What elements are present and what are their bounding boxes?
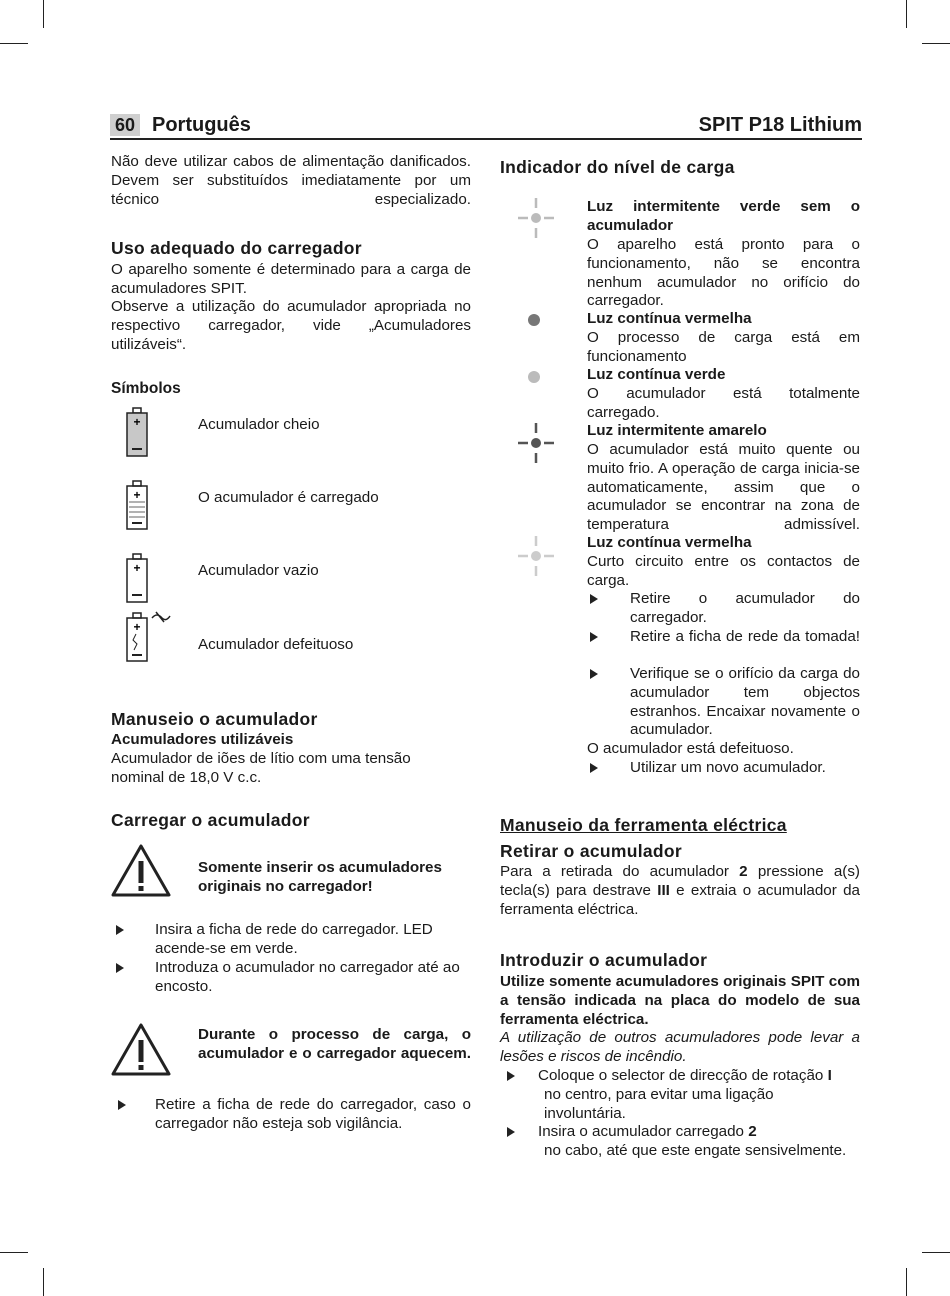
retirar-text: Para a retirada do acumulador 2 pressione a(s) tecla(s) para destrave III e extraia o acumulador da ferramenta eléctrica. xyxy=(500,863,860,918)
introduzir-bold-text: Utilize somente acumuladores originais SPIT com a tensão indicada na placa do modelo de sua ferramenta eléctrica. xyxy=(500,973,860,1028)
intro-paragraph: Não deve utilizar cabos de alimentação danificados. Devem ser substituídos imediatamente por um técnico especializado. xyxy=(111,153,471,208)
led-blinking-icon xyxy=(516,534,556,578)
crop-mark xyxy=(922,43,950,44)
bullet-arrow-icon xyxy=(118,1100,126,1110)
crop-mark xyxy=(922,1252,950,1253)
battery-full-icon xyxy=(124,407,152,459)
led-text: O acumulador está totalmente carregado. xyxy=(587,385,860,421)
symbol-label: Acumulador defeituoso xyxy=(198,636,354,653)
step-item: Retire a ficha de rede da tomada! xyxy=(630,628,860,645)
step-item: Coloque o selector de direcção de rotação I no centro, para evitar uma ligação involuntária. xyxy=(538,1067,832,1122)
crop-mark xyxy=(0,1252,28,1253)
led-solid-icon xyxy=(526,312,542,328)
step-item: Utilizar um novo acumulador. xyxy=(630,759,826,776)
step-item: Retire o acumulador do carregador. xyxy=(630,590,860,626)
symbol-label: Acumulador cheio xyxy=(198,416,320,433)
defeituoso-text: O acumulador está defeituoso. xyxy=(587,740,794,757)
svg-text:+: + xyxy=(133,488,141,502)
page-number: 60 xyxy=(110,114,140,136)
model-name: SPIT P18 Lithium xyxy=(698,114,862,136)
crop-mark xyxy=(0,43,28,44)
introduzir-heading: Introduzir o acumulador xyxy=(500,950,708,970)
led-title: Luz intermitente verde sem o acumulador xyxy=(587,198,860,234)
indicador-heading: Indicador do nível de carga xyxy=(500,157,735,177)
crop-mark xyxy=(43,0,44,28)
page-header xyxy=(110,112,862,140)
warning-text: Somente inserir os acumuladores originais no carregador! xyxy=(198,859,442,895)
svg-text:+: + xyxy=(133,415,141,429)
led-solid-icon xyxy=(526,369,542,385)
utilizaveis-subheading: Acumuladores utilizáveis xyxy=(111,731,294,748)
bullet-arrow-icon xyxy=(590,763,598,773)
retirar-heading: Retirar o acumulador xyxy=(500,841,683,861)
uso-paragraph-1: O aparelho somente é determinado para a carga de acumuladores SPIT. xyxy=(111,261,471,297)
led-blinking-icon xyxy=(516,421,556,465)
warning-icon xyxy=(110,843,172,899)
led-text: Curto circuito entre os contactos de carga. xyxy=(587,553,860,589)
step-item: Verifique se o orifício da carga do acumulador tem objectos estranhos. Encaixar novamente o acumulador. xyxy=(630,665,860,739)
crop-mark xyxy=(43,1268,44,1296)
battery-defective-icon xyxy=(124,610,174,664)
battery-empty-icon xyxy=(124,553,152,605)
step-item: Insira o acumulador carregado 2 no cabo, até que este engate sensivelmente. xyxy=(538,1123,847,1159)
bullet-arrow-icon xyxy=(116,925,124,935)
led-title: Luz contínua verde xyxy=(587,366,726,383)
crop-mark xyxy=(906,0,907,28)
symbol-label: O acumulador é carregado xyxy=(198,489,379,506)
battery-charging-icon xyxy=(124,480,152,532)
bullet-arrow-icon xyxy=(590,669,598,679)
manuseio-heading: Manuseio o acumulador xyxy=(111,709,318,729)
bullet-arrow-icon xyxy=(116,963,124,973)
warning-text: Durante o processo de carga, o acumulador e o carregador aquecem. xyxy=(198,1026,471,1062)
bullet-arrow-icon xyxy=(590,594,598,604)
ferramenta-heading: Manuseio da ferramenta eléctrica xyxy=(500,815,787,835)
introduzir-italic-text: A utilização de outros acumuladores pode levar a lesões e riscos de incêndio. xyxy=(500,1029,860,1065)
led-blinking-icon xyxy=(516,196,556,240)
simbolos-heading: Símbolos xyxy=(111,380,181,397)
warning-icon xyxy=(110,1022,172,1078)
svg-text:+: + xyxy=(133,561,141,575)
led-title: Luz contínua vermelha xyxy=(587,310,752,327)
uso-heading: Uso adequado do carregador xyxy=(111,238,362,258)
symbol-label: Acumulador vazio xyxy=(198,562,319,579)
uso-paragraph-2: Observe a utilização do acumulador apropriada no respectivo carregador, vide „Acumuladores utilizáveis“. xyxy=(111,298,471,353)
led-title: Luz contínua vermelha xyxy=(587,534,752,551)
step-item: Introduza o acumulador no carregador até ao encosto. xyxy=(155,959,460,995)
carregar-heading: Carregar o acumulador xyxy=(111,810,310,830)
language-label: Português xyxy=(152,114,251,136)
bullet-arrow-icon xyxy=(507,1127,515,1137)
svg-text:+: + xyxy=(133,620,141,634)
utilizaveis-text: Acumulador de iões de lítio com uma tensão nominal de 18,0 V c.c. xyxy=(111,750,411,786)
led-text: O acumulador está muito quente ou muito frio. A operação de carga inicia-se automaticamente, assim que o acumulador se encontrar na zona de temperatura admissível. xyxy=(587,441,860,534)
crop-mark xyxy=(906,1268,907,1296)
step-item: Retire a ficha de rede do carregador, caso o carregador não esteja sob vigilância. xyxy=(155,1096,471,1132)
step-item: Insira a ficha de rede do carregador. LED acende-se em verde. xyxy=(155,921,433,957)
led-text: O processo de carga está em funcionamento xyxy=(587,329,860,365)
led-title: Luz intermitente amarelo xyxy=(587,422,767,439)
bullet-arrow-icon xyxy=(507,1071,515,1081)
bullet-arrow-icon xyxy=(590,632,598,642)
led-text: O aparelho está pronto para o funcionamento, não se encontra nenhum acumulador no orifício do carregador. xyxy=(587,236,860,310)
